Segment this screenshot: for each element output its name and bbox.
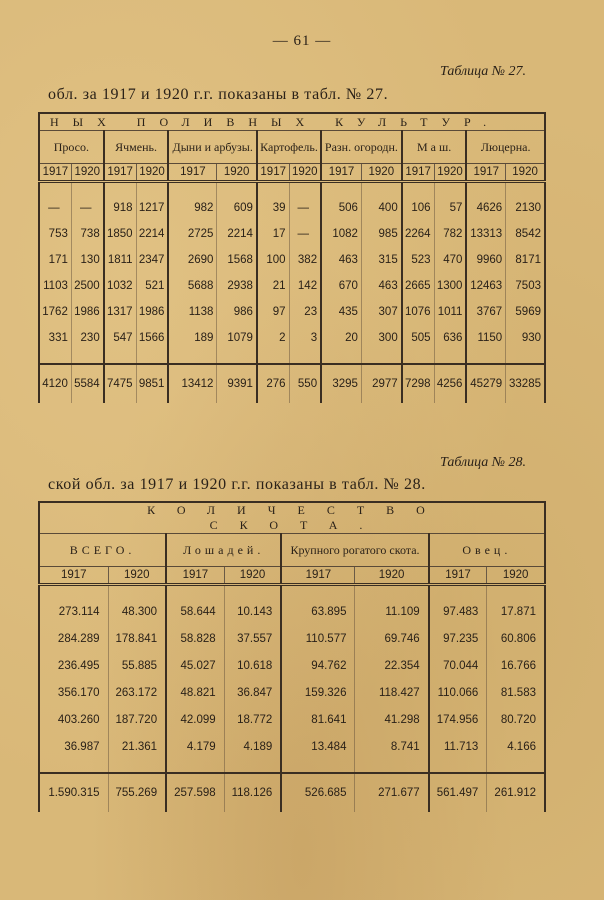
table-cell: 1150 xyxy=(466,325,505,351)
table-cell: 97.483 xyxy=(429,598,487,625)
year-header: 1920 xyxy=(289,164,321,182)
table-cell: 2347 xyxy=(136,247,168,273)
table-cell: 356.170 xyxy=(39,679,108,706)
table-cell: 2500 xyxy=(71,273,103,299)
table-cell: 505 xyxy=(402,325,434,351)
table-cell: 81.641 xyxy=(281,706,355,733)
table-cell: 97.235 xyxy=(429,625,487,652)
column-group-header: Крупного рогатого скота. xyxy=(281,534,428,567)
column-group-header: Овец. xyxy=(429,534,545,567)
table-cell: 382 xyxy=(289,247,321,273)
table-cell: 63.895 xyxy=(281,598,355,625)
table-cell: 10.143 xyxy=(224,598,281,625)
total-cell: 271.677 xyxy=(355,773,429,812)
table-cell: 94.762 xyxy=(281,652,355,679)
total-cell: 257.598 xyxy=(166,773,224,812)
table-cell: 23 xyxy=(289,299,321,325)
table-cell: 58.828 xyxy=(166,625,224,652)
year-header: 1920 xyxy=(136,164,168,182)
table-cell: 782 xyxy=(434,221,466,247)
table-cell: 1811 xyxy=(104,247,136,273)
table-cell: 2938 xyxy=(217,273,257,299)
table-cell: 985 xyxy=(361,221,401,247)
table-cell: 81.583 xyxy=(487,679,545,706)
table-cell: 753 xyxy=(39,221,71,247)
table-cell: 13313 xyxy=(466,221,505,247)
table-row xyxy=(39,652,545,679)
table-cell: 4.179 xyxy=(166,733,224,760)
year-header: 1920 xyxy=(487,567,545,585)
table-cell: 11.713 xyxy=(429,733,487,760)
table-cell: 4.166 xyxy=(487,733,545,760)
year-header: 1920 xyxy=(355,567,429,585)
column-group-header: Ячмень. xyxy=(104,131,169,164)
year-header: 1920 xyxy=(434,164,466,182)
table-cell: 930 xyxy=(506,325,545,351)
total-cell: 9391 xyxy=(217,364,257,403)
table-cell: 171 xyxy=(39,247,71,273)
total-cell: 118.126 xyxy=(224,773,281,812)
table-cell: 2690 xyxy=(168,247,216,273)
total-cell: 7475 xyxy=(104,364,136,403)
year-header: 1917 xyxy=(166,567,224,585)
year-header: 1920 xyxy=(217,164,257,182)
total-cell: 2977 xyxy=(361,364,401,403)
table-cell: 2 xyxy=(257,325,289,351)
column-group-header: Дыни и арбузы. xyxy=(168,131,256,164)
table-27-irrigated-crops xyxy=(38,112,546,403)
table-cell: 435 xyxy=(321,299,361,325)
table-cell: 1217 xyxy=(136,195,168,221)
table-cell: 547 xyxy=(104,325,136,351)
table-28-caption: Таблица № 28. xyxy=(440,455,526,470)
table-cell: 1138 xyxy=(168,299,216,325)
table-cell: 39 xyxy=(257,195,289,221)
year-header: 1917 xyxy=(168,164,216,182)
total-cell: 9851 xyxy=(136,364,168,403)
table-cell: 8542 xyxy=(506,221,545,247)
total-cell: 3295 xyxy=(321,364,361,403)
year-header: 1917 xyxy=(466,164,505,182)
table-cell: 187.720 xyxy=(108,706,166,733)
table-cell: 609 xyxy=(217,195,257,221)
column-group-header: Картофель. xyxy=(257,131,321,164)
table-cell: 2725 xyxy=(168,221,216,247)
column-group-header: Разн. огородн. xyxy=(321,131,402,164)
total-cell: 276 xyxy=(257,364,289,403)
table-cell: 4.189 xyxy=(224,733,281,760)
total-cell: 755.269 xyxy=(108,773,166,812)
year-header: 1917 xyxy=(39,164,71,182)
table-cell: 1032 xyxy=(104,273,136,299)
table-cell: 42.099 xyxy=(166,706,224,733)
column-group-header: ВСЕГО. xyxy=(39,534,166,567)
table-cell: 1566 xyxy=(136,325,168,351)
table-cell: 142 xyxy=(289,273,321,299)
table-27-caption: Таблица № 27. xyxy=(440,64,526,79)
table-row xyxy=(39,625,545,652)
table-cell: — xyxy=(39,195,71,221)
table-row xyxy=(39,598,545,625)
year-header: 1920 xyxy=(506,164,545,182)
table-cell: 48.300 xyxy=(108,598,166,625)
table-row xyxy=(39,299,545,325)
year-header: 1920 xyxy=(108,567,166,585)
total-cell: 4120 xyxy=(39,364,71,403)
total-cell: 550 xyxy=(289,364,321,403)
table-cell: 45.027 xyxy=(166,652,224,679)
table-cell: 1850 xyxy=(104,221,136,247)
table-cell: — xyxy=(289,221,321,247)
table-cell: 48.821 xyxy=(166,679,224,706)
table-cell: 506 xyxy=(321,195,361,221)
table-cell: 80.720 xyxy=(487,706,545,733)
total-cell: 33285 xyxy=(506,364,545,403)
table-cell: 17.871 xyxy=(487,598,545,625)
table-cell: 1762 xyxy=(39,299,71,325)
table-cell: 69.746 xyxy=(355,625,429,652)
table-cell: 2214 xyxy=(217,221,257,247)
table-27-intro: обл. за 1917 и 1920 г.г. показаны в табл. № 27. xyxy=(48,86,389,103)
year-header: 1917 xyxy=(104,164,136,182)
table-cell: 118.427 xyxy=(355,679,429,706)
table-cell: 403.260 xyxy=(39,706,108,733)
table-cell: 21 xyxy=(257,273,289,299)
column-group-header: М а ш. xyxy=(402,131,467,164)
total-cell: 45279 xyxy=(466,364,505,403)
table-cell: — xyxy=(71,195,103,221)
year-header: 1917 xyxy=(321,164,361,182)
table-cell: 13.484 xyxy=(281,733,355,760)
table-cell: 10.618 xyxy=(224,652,281,679)
table-cell: 57 xyxy=(434,195,466,221)
table-cell: 9960 xyxy=(466,247,505,273)
total-cell: 7298 xyxy=(402,364,434,403)
table-row xyxy=(39,221,545,247)
table-cell: 521 xyxy=(136,273,168,299)
table-cell: 60.806 xyxy=(487,625,545,652)
table-cell: 17 xyxy=(257,221,289,247)
table-cell: 159.326 xyxy=(281,679,355,706)
table-cell: 523 xyxy=(402,247,434,273)
table-cell: 470 xyxy=(434,247,466,273)
table-cell: 1317 xyxy=(104,299,136,325)
table-row xyxy=(39,733,545,760)
table-cell: 463 xyxy=(321,247,361,273)
table-cell: 331 xyxy=(39,325,71,351)
table-cell: 110.577 xyxy=(281,625,355,652)
year-header: 1917 xyxy=(257,164,289,182)
totals-row xyxy=(39,773,545,812)
totals-row xyxy=(39,364,545,403)
total-cell: 5584 xyxy=(71,364,103,403)
table-cell: 2130 xyxy=(506,195,545,221)
table-cell: 273.114 xyxy=(39,598,108,625)
table-cell: 1300 xyxy=(434,273,466,299)
year-header: 1917 xyxy=(429,567,487,585)
table-cell: 130 xyxy=(71,247,103,273)
table-cell: 263.172 xyxy=(108,679,166,706)
table-cell: 300 xyxy=(361,325,401,351)
table-cell: 4626 xyxy=(466,195,505,221)
year-header: 1920 xyxy=(71,164,103,182)
total-cell: 261.912 xyxy=(487,773,545,812)
table-cell: 178.841 xyxy=(108,625,166,652)
table-cell: 463 xyxy=(361,273,401,299)
table-cell: 8171 xyxy=(506,247,545,273)
table-cell: 12463 xyxy=(466,273,505,299)
table-cell: 110.066 xyxy=(429,679,487,706)
table-cell: 1082 xyxy=(321,221,361,247)
column-group-header: Лошадей. xyxy=(166,534,281,567)
column-group-header: Просо. xyxy=(39,131,104,164)
total-cell: 4256 xyxy=(434,364,466,403)
table-cell: 400 xyxy=(361,195,401,221)
table-cell: 1986 xyxy=(71,299,103,325)
table-cell: 5688 xyxy=(168,273,216,299)
table-cell: 1568 xyxy=(217,247,257,273)
table-cell: 315 xyxy=(361,247,401,273)
year-header: 1920 xyxy=(361,164,401,182)
table-row xyxy=(39,706,545,733)
table-row xyxy=(39,325,545,351)
table-cell: 55.885 xyxy=(108,652,166,679)
table-cell: 2665 xyxy=(402,273,434,299)
table-cell: 1011 xyxy=(434,299,466,325)
table-cell: 982 xyxy=(168,195,216,221)
table-row xyxy=(39,273,545,299)
table-27-banner: НЫХ ПОЛИВНЫХ КУЛЬТУР. xyxy=(39,113,545,131)
total-cell: 13412 xyxy=(168,364,216,403)
table-cell: 236.495 xyxy=(39,652,108,679)
table-cell: 18.772 xyxy=(224,706,281,733)
table-cell: 636 xyxy=(434,325,466,351)
table-cell: 2214 xyxy=(136,221,168,247)
total-cell: 1.590.315 xyxy=(39,773,108,812)
table-28-banner: КОЛИЧЕСТВО СКОТА. xyxy=(39,502,545,534)
page-number: — 61 — xyxy=(272,33,332,49)
table-cell: 189 xyxy=(168,325,216,351)
table-cell: 11.109 xyxy=(355,598,429,625)
table-cell: 20 xyxy=(321,325,361,351)
table-cell: 58.644 xyxy=(166,598,224,625)
table-cell: 1079 xyxy=(217,325,257,351)
table-cell: 2264 xyxy=(402,221,434,247)
table-28-livestock xyxy=(38,501,546,812)
table-cell: 22.354 xyxy=(355,652,429,679)
table-row xyxy=(39,247,545,273)
table-cell: 37.557 xyxy=(224,625,281,652)
year-header: 1917 xyxy=(402,164,434,182)
table-cell: 1076 xyxy=(402,299,434,325)
column-group-header: Люцерна. xyxy=(466,131,545,164)
table-cell: 36.987 xyxy=(39,733,108,760)
table-row xyxy=(39,679,545,706)
year-header: 1920 xyxy=(224,567,281,585)
table-cell: 307 xyxy=(361,299,401,325)
table-cell: 174.956 xyxy=(429,706,487,733)
table-cell: 3 xyxy=(289,325,321,351)
table-cell: 738 xyxy=(71,221,103,247)
total-cell: 561.497 xyxy=(429,773,487,812)
year-header: 1917 xyxy=(39,567,108,585)
table-cell: 918 xyxy=(104,195,136,221)
table-28-intro: ской обл. за 1917 и 1920 г.г. показаны в табл. № 28. xyxy=(48,476,426,493)
table-cell: 41.298 xyxy=(355,706,429,733)
table-cell: 1103 xyxy=(39,273,71,299)
table-cell: 284.289 xyxy=(39,625,108,652)
table-cell: — xyxy=(289,195,321,221)
table-cell: 5969 xyxy=(506,299,545,325)
table-cell: 670 xyxy=(321,273,361,299)
table-cell: 106 xyxy=(402,195,434,221)
table-cell: 100 xyxy=(257,247,289,273)
table-cell: 70.044 xyxy=(429,652,487,679)
table-cell: 97 xyxy=(257,299,289,325)
table-cell: 3767 xyxy=(466,299,505,325)
table-cell: 8.741 xyxy=(355,733,429,760)
table-cell: 16.766 xyxy=(487,652,545,679)
table-cell: 986 xyxy=(217,299,257,325)
table-cell: 230 xyxy=(71,325,103,351)
total-cell: 526.685 xyxy=(281,773,355,812)
table-cell: 21.361 xyxy=(108,733,166,760)
year-header: 1917 xyxy=(281,567,355,585)
table-cell: 1986 xyxy=(136,299,168,325)
table-row xyxy=(39,195,545,221)
table-cell: 36.847 xyxy=(224,679,281,706)
table-cell: 7503 xyxy=(506,273,545,299)
